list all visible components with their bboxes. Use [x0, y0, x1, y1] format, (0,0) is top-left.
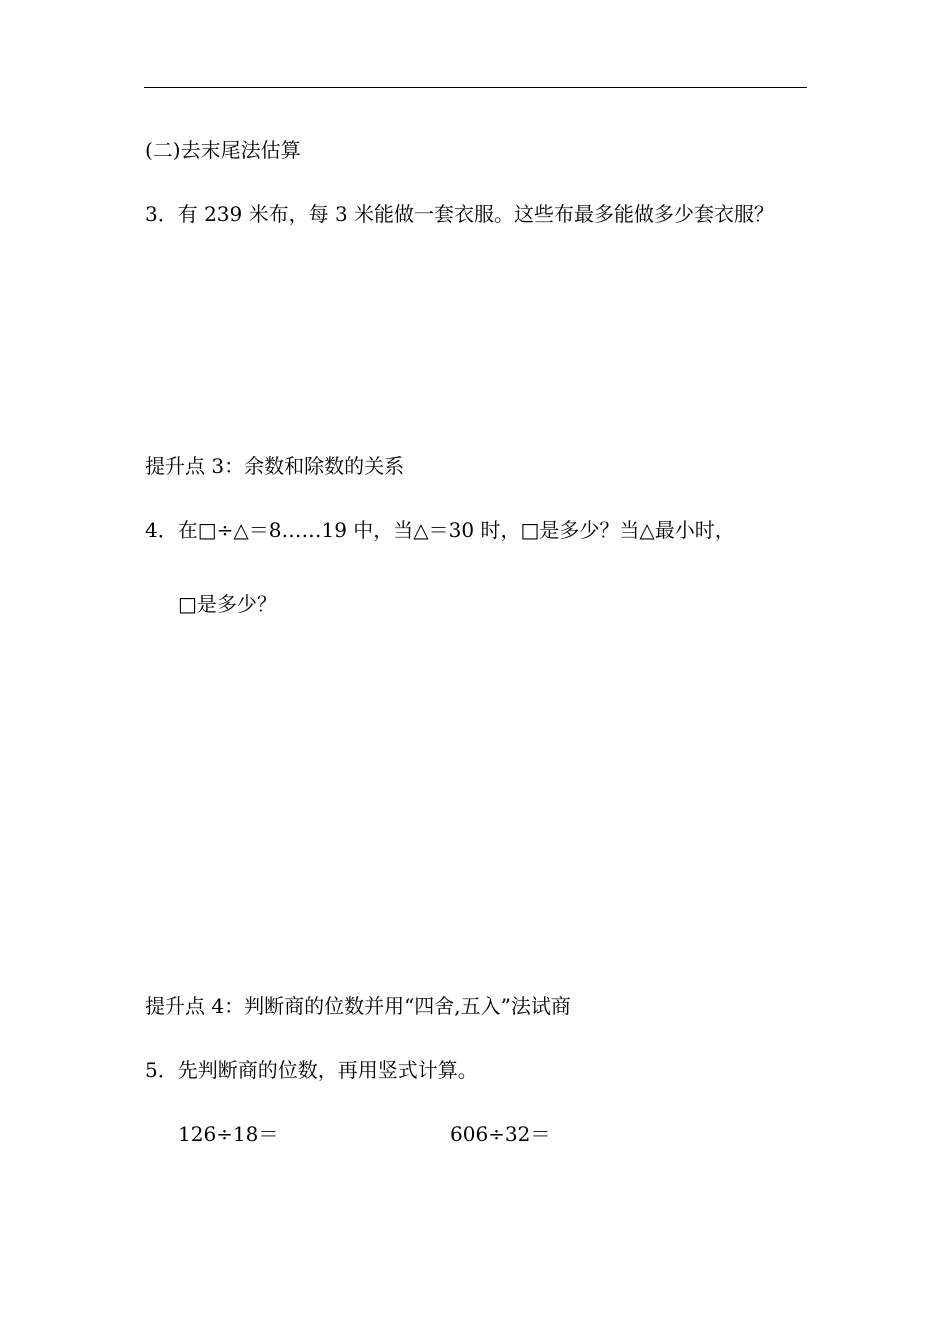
- question-3: 3．有 239 米布，每 3 米能做一套衣服。这些布最多能做多少套衣服？: [145, 202, 775, 226]
- question-4-line-1: 4．在□÷△＝8……19 中，当△＝30 时，□是多少？当△最小时，: [145, 518, 735, 542]
- section-title-point-3: 提升点 3：余数和除数的关系: [145, 454, 405, 478]
- question-5: 5．先判断商的位数，再用竖式计算。: [145, 1058, 478, 1082]
- section-title-point-4: 提升点 4：判断商的位数并用“四舍,五入”法试商: [145, 994, 571, 1018]
- section-title-estimate: (二)去末尾法估算: [145, 138, 301, 162]
- question-5-item-1: 126÷18＝: [178, 1122, 279, 1146]
- question-5-item-2: 606÷32＝: [450, 1122, 551, 1146]
- question-4-line-2: □是多少？: [178, 592, 277, 616]
- top-divider: [144, 87, 807, 88]
